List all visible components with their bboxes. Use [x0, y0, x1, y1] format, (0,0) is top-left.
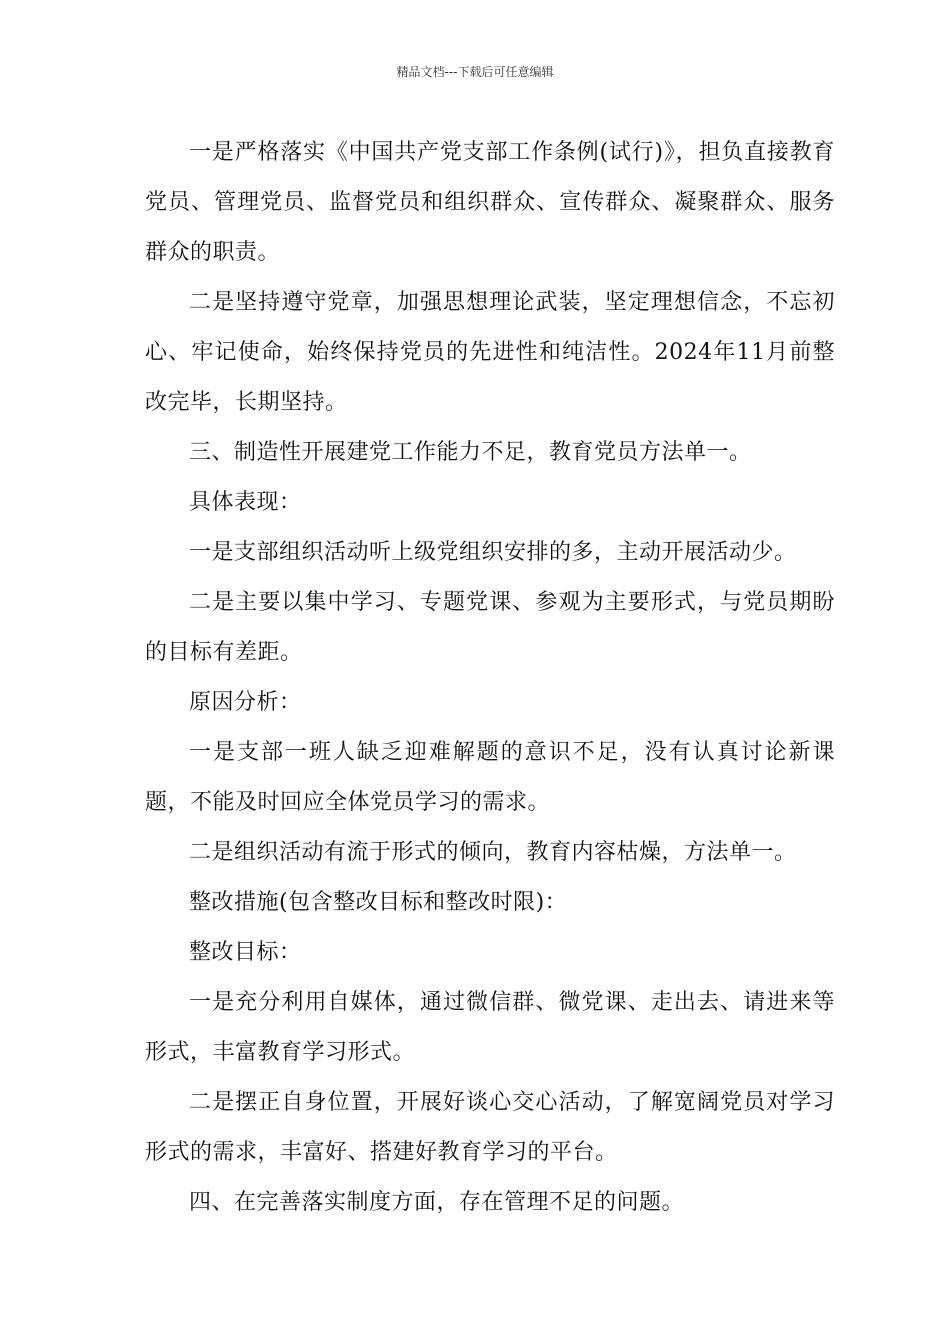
paragraph: 二是主要以集中学习、专题党课、参观为主要形式，与党员期盼的目标有差距。 [145, 590, 835, 665]
paragraph: 一是支部组织活动听上级党组织安排的多，主动开展活动少。 [189, 540, 797, 565]
paragraph: 二是摆正自身位置，开展好谈心交心活动，了解宽阔党员对学习形式的需求，丰富好、搭建好教育学习的平台。 [145, 1090, 835, 1165]
subheading: 具体表现： [189, 490, 302, 515]
paragraph: 二是坚持遵守党章，加强思想理论武装，坚定理想信念，不忘初心、牢记使命，始终保持党员的先进性和纯洁性。2024年11月前整改完毕，长期坚持。 [145, 290, 835, 415]
paragraph: 一是支部一班人缺乏迎难解题的意识不足，没有认真讨论新课题，不能及时回应全体党员学习的需求。 [145, 740, 835, 815]
document-body [145, 128, 835, 1228]
subheading: 整改目标： [189, 940, 302, 965]
paragraph: 一是充分利用自媒体，通过微信群、微党课、走出去、请进来等形式，丰富教育学习形式。 [145, 990, 835, 1065]
section-heading: 四、在完善落实制度方面，存在管理不足的问题。 [189, 1190, 685, 1215]
section-heading: 三、制造性开展建党工作能力不足，教育党员方法单一。 [189, 440, 752, 465]
paragraph: 二是组织活动有流于形式的倾向，教育内容枯燥，方法单一。 [189, 840, 797, 865]
paragraph: 一是严格落实《中国共产党支部工作条例(试行)》，担负直接教育党员、管理党员、监督党员和组织群众、宣传群众、凝聚群众、服务群众的职责。 [145, 140, 835, 265]
subheading: 整改措施(包含整改目标和整改时限)： [189, 890, 568, 915]
page-header: 精品文档---下载后可任意编辑 [396, 65, 554, 79]
subheading: 原因分析： [189, 690, 302, 715]
